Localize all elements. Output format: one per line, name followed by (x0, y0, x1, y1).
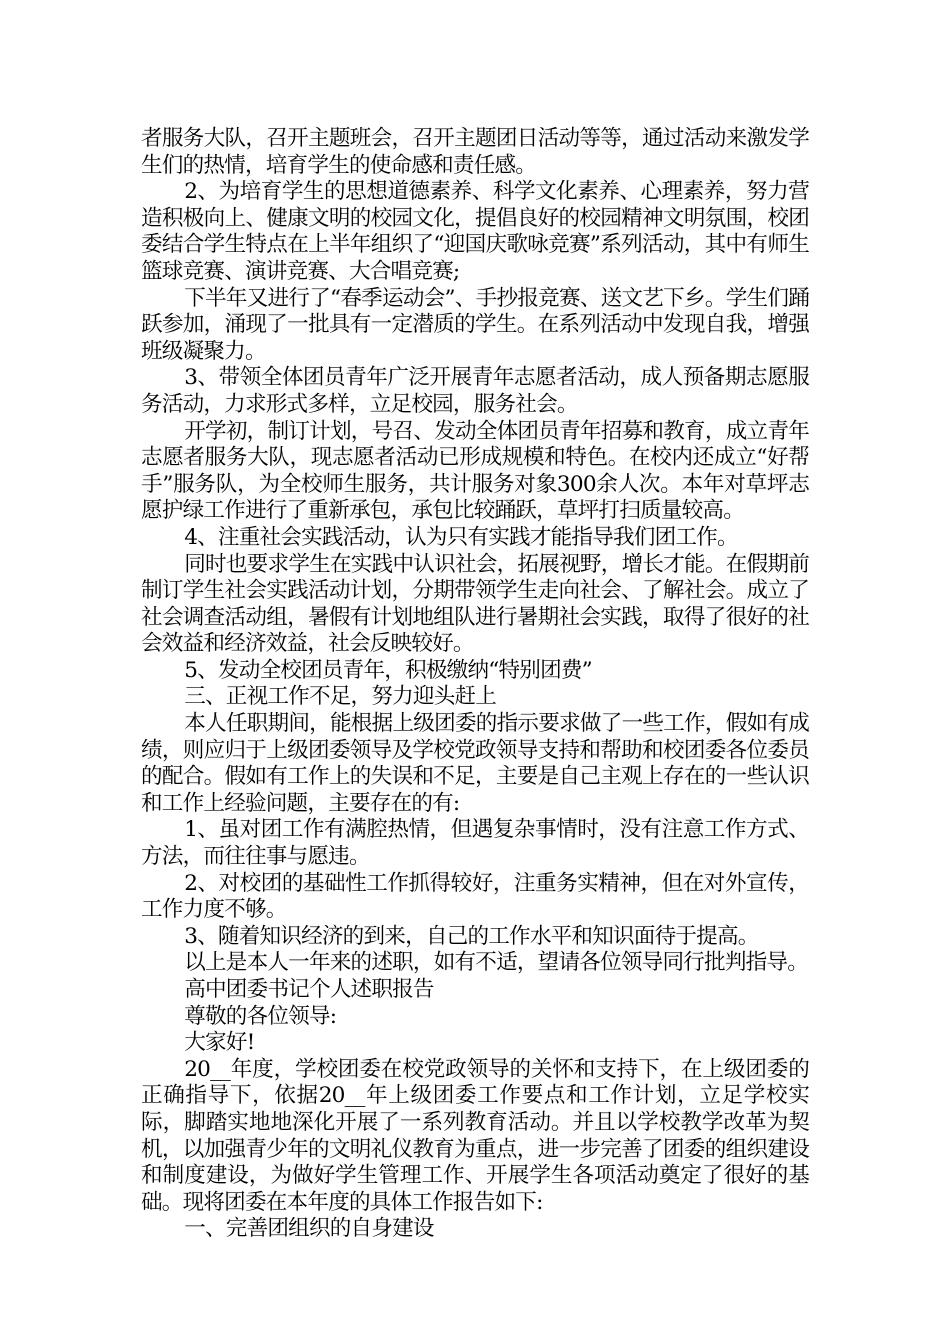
paragraph-6: 4、注重社会实践活动，认为只有实践才能指导我们团工作。 (184, 524, 738, 550)
section-heading-3: 三、正视工作不足，努力迎头赶上 (184, 684, 497, 710)
document-body (141, 126, 809, 1243)
greeting: 大家好! (184, 1030, 255, 1056)
paragraph-11: 1、虽对团工作有满腔热情，但遇复杂事情时，没有注意工作方式、方法，而往往事与愿违。 (141, 817, 809, 870)
paragraph-12: 2、对校团的基础性工作抓得较好，注重务实精神，但在对外宣传，工作力度不够。 (141, 870, 809, 923)
salutation: 尊敬的各位领导: (184, 1003, 337, 1029)
paragraph-3: 下半年又进行了“春季运动会”、手抄报竞赛、送文艺下乡。学生们踊跃参加，涌现了一批具有一定潜质的学生。在系列活动中发现自我，增强班级凝聚力。 (141, 285, 809, 364)
paragraph-5: 开学初，制订计划，号召、发动全体团员青年招募和教育，成立青年志愿者服务大队，现志愿者活动已形成规模和特色。在校内还成立“好帮手”服务队，为全校师生服务，共计服务对象300余人次。本年对草坪志愿护绿工作进行了重新承包，承包比较踊跃，草坪打扫质量较高。 (141, 418, 809, 524)
paragraph-8: 5、发动全校团员青年，积极缴纳“特别团费” (184, 657, 592, 683)
paragraph-7: 同时也要求学生在实践中认识社会，拓展视野，增长才能。在假期前制订学生社会实践活动计划，分期带领学生走向社会、了解社会。成立了社会调查活动组，暑假有计划地组队进行暑期社会实践，取得了很好的社会效益和经济效益，社会反映较好。 (141, 551, 809, 657)
paragraph-14: 以上是本人一年来的述职，如有不适，望请各位领导同行批判指导。 (184, 950, 809, 976)
paragraph-2: 2、为培育学生的思想道德素养、科学文化素养、心理素养，努力营造积极向上、健康文明的校园文化，提倡良好的校园精神文明氛围，校团委结合学生特点在上半年组织了“迎国庆歌咏竞赛”系列活动，其中有师生篮球竞赛、演讲竞赛、大合唱竞赛; (141, 179, 809, 284)
paragraph-10: 本人任职期间，能根据上级团委的指示要求做了一些工作，假如有成绩，则应归于上级团委领导及学校党政领导支持和帮助和校团委各位委员的配合。假如有工作上的失误和不足，主要是自己主观上存在的一些认识和工作上经验问题，主要存在的有: (141, 711, 809, 816)
paragraph-18: 20__年度，学校团委在校党政领导的关怀和支持下，在上级团委的正确指导下，依据20__年上级团委工作要点和工作计划，立足学校实际，脚踏实地地深化开展了一系列教育活动。并且以学校教学改革为契机，以加强青少年的文明礼仪教育为重点，进一步完善了团委的组织建设和制度建设，为做好学生管理工作、开展学生各项活动奠定了很好的基础。现将团委在本年度的具体工作报告如下: (141, 1056, 809, 1215)
paragraph-1: 者服务大队，召开主题班会，召开主题团日活动等等，通过活动来激发学生们的热情，培育学生的使命感和责任感。 (141, 126, 809, 178)
paragraph-4: 3、带领全体团员青年广泛开展青年志愿者活动，成人预备期志愿服务活动，力求形式多样，立足校园，服务社会。 (141, 365, 809, 417)
section-heading-1: 一、完善团组织的自身建设 (184, 1216, 434, 1242)
paragraph-13: 3、随着知识经济的到来，自己的工作水平和知识面待于提高。 (184, 923, 759, 949)
report-title: 高中团委书记个人述职报告 (184, 977, 434, 1002)
